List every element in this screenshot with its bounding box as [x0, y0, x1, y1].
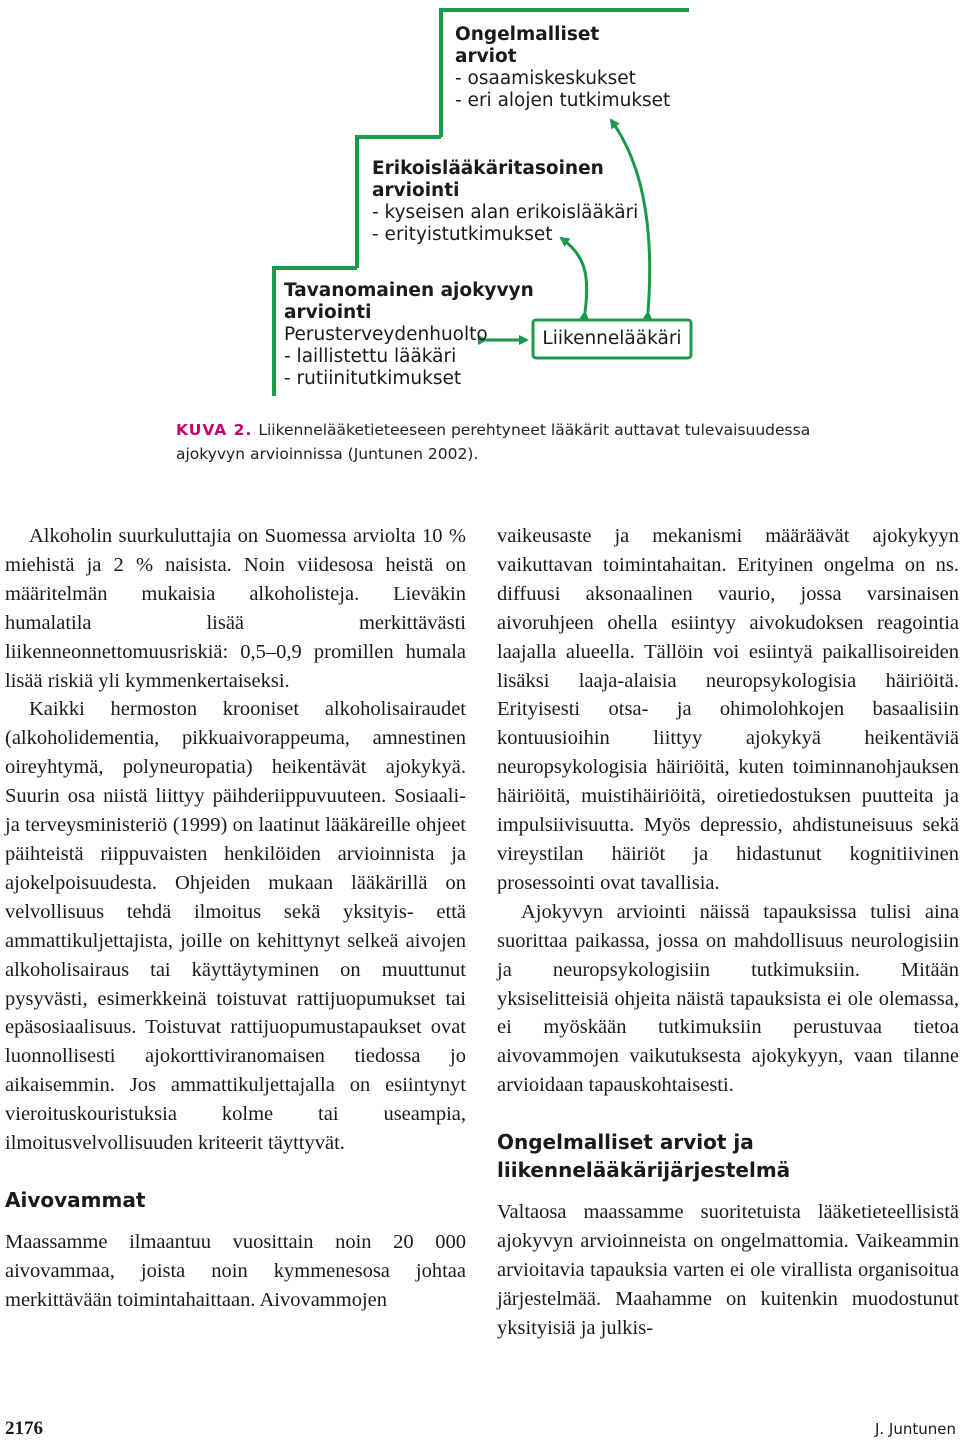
box-middle-line-2: - erityistutkimukset	[372, 224, 553, 245]
box-top-line-1: - osaamiskeskukset	[455, 68, 636, 89]
right-column	[497, 522, 959, 1343]
figure-diagram	[0, 0, 960, 470]
right-paragraph-2: Ajokyvyn arviointi näissä tapauksissa tulisi aina suorittaa paikassa, jossa on mahdollisuus neurologisiin ja neuropsykologisiin tutkimuksiin. Mitään yksiselitteisiä ohjeita näistä tapauksista ei ole olemassa, ei myöskään tutkimuksiin perustuvaa tietoa aivovammojen vaikutuksesta ajokykyyn, vaan tilanne arvioidaan tapauskohtaisesti.	[497, 900, 959, 1097]
caption-label: KUVA 2.	[176, 421, 253, 439]
figure-caption	[176, 418, 876, 466]
box-top-title-1: Ongelmalliset	[455, 24, 600, 45]
box-bottom-title-1: Tavanomainen ajokyvyn	[284, 280, 534, 301]
liikennelaakari-label: Liikennelääkäri	[542, 328, 682, 349]
left-paragraph-3: Maassamme ilmaantuu vuosittain noin 20 000 aivovammaa, joista noin kymmenesosa johtaa merkittävään toimintahaittaan. Aivovammojen	[5, 1230, 466, 1311]
section-heading-ongelmalliset: Ongelmalliset arviot ja liikennelääkärijärjestelmä	[497, 1130, 791, 1183]
left-column	[5, 522, 466, 1315]
author-name: J. Juntunen	[874, 1420, 956, 1438]
left-paragraph-2: Kaikki hermoston krooniset alkoholisairaudet (alkoholidementia, pikkuaivorappeuma, amnestinen oireyhtymä, polyneuropatia) heikentävät ajokykyä. Suurin osa niistä liittyy päihderiippuvuuteen. Sosiaali- ja terveysministeriö (1999) on laatinut lääkäreille ohjeet päihteistä riippuvaisten henkilöiden arvioinnista ja ajokelpoisuudesta. Ohjeiden mukaan lääkärillä on velvollisuus tehdä ilmoitus sekä yksityis- että ammattikuljettajista, joille on kehittynyt selkeä aivojen alkoholisairaus tai käyttäytyminen on muuttunut pysyvästi, esimerkkeinä toistuvat rattijuopumukset tai epäsosiaalisuus. Toistuvat rattijuopumustapaukset ovat luonnollisesti ajokorttiviranomaisen tiedossa jo aikaisemmin. Jos ammattikuljettajalla on esiintynyt vieroituskouristuksia kolme tai useampia, ilmoitusvelvollisuuden kriteerit täyttyvät.	[5, 698, 466, 1155]
section-heading-aivovammat: Aivovammat	[5, 1187, 146, 1212]
right-paragraph-3: Valtaosa maassamme suoritetuista lääketieteellisistä ajokyvyn arvioinneista on ongelmattomia. Vaikeammin arvioitavia tapauksia varten ei ole virallista organisoitua järjestelmää. Maahamme on kuitenkin muodostunut yksityisiä ja julkis-	[497, 1201, 959, 1339]
box-middle	[372, 158, 638, 246]
arrow-to-middle	[561, 238, 587, 312]
box-bottom-line-2: - laillistettu lääkäri	[284, 346, 457, 367]
box-middle-line-1: - kyseisen alan erikoislääkäri	[372, 202, 639, 223]
box-bottom-title-2: arviointi	[284, 302, 372, 323]
box-top	[455, 24, 670, 112]
box-middle-title-2: arviointi	[372, 180, 460, 201]
left-paragraph-1: Alkoholin suurkuluttajia on Suomessa arviolta 10 % miehistä ja 2 % naisista. Noin viidesosa heistä on määritelmän mukaisia alkoholisteja. Lieväkin humalatila lisää merkittävästi liikenneonnettomuusriskiä: 0,5–0,9 promillen humala lisää riskiä yli kymmenkertaiseksi.	[5, 525, 466, 692]
box-top-line-2: - eri alojen tutkimukset	[455, 90, 671, 111]
box-bottom	[284, 280, 534, 390]
box-bottom-line-3: - rutiinitutkimukset	[284, 368, 462, 389]
right-paragraph-1: vaikeusaste ja mekanismi määräävät ajokykyyn vaikuttavan toimintahaitan. Erityinen ongelma on ns. diffuusi aksonaalinen vaurio, jossa varsinaisen aivoruhjeen ohella esiintyy aivokudoksen reagointia laajalla alueella. Tällöin voi esiintyä paikallisoireiden lisäksi laaja-alaisia neuropsykologisia häiriöitä. Erityisesti otsa- ja ohimolohkojen basaalisiin kontuusioihin liittyy ajokykyä heikentäviä neuropsykologisia häiriöitä, kuten toiminnanohjauksen häiriöitä, muistihäiriöitä, oiretiedostuksen puutteita ja impulsiivisuutta. Myös depressio, ahdistuneisuus sekä vireystilan häiriöt ja hidastunut kognitiivinen prosessointi ovat tavallisia.	[497, 525, 959, 894]
caption-text: Liikennelääketieteeseen perehtyneet lääkärit auttavat tulevaisuudessa ajokyvyn arvioinnissa (Juntunen 2002).	[176, 421, 811, 463]
box-middle-title-1: Erikoislääkäritasoinen	[372, 158, 604, 179]
box-top-title-2: arviot	[455, 46, 517, 67]
page-number: 2176	[5, 1418, 43, 1439]
box-bottom-line-1: Perusterveydenhuolto	[284, 324, 488, 345]
